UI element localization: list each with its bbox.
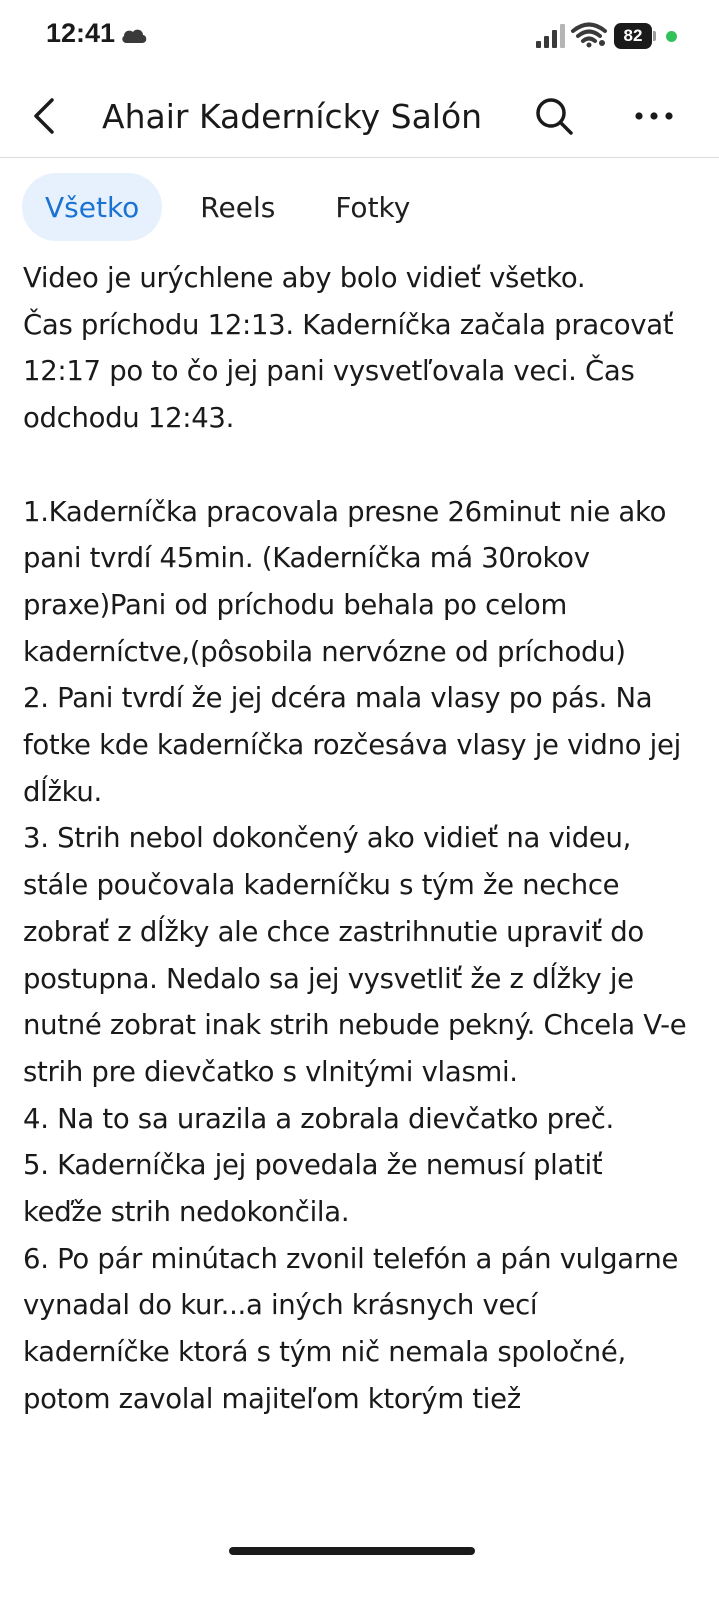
tab-reels[interactable]: Reels xyxy=(200,190,276,224)
more-options-icon[interactable] xyxy=(632,104,676,128)
battery-level: 82 xyxy=(623,26,643,45)
tab-photos[interactable]: Fotky xyxy=(335,190,411,224)
home-indicator[interactable] xyxy=(229,1547,475,1555)
signal-icon xyxy=(535,24,565,48)
privacy-indicator-dot xyxy=(666,31,677,42)
back-icon[interactable] xyxy=(28,96,62,136)
battery-icon xyxy=(614,23,658,49)
post-text: Video je urýchlene aby bolo vidieť všetko. Čas príchodu 12:13. Kaderníčka začala pracovať 12:17 po to čo jej pani vysvetľovala veci. Čas odchodu 12:43. 1.Kaderníčka pracovala presne 26minut nie ako pani tvrdí 45min. (Kaderníčka má 30rokov praxe)Pani od príchodu behala po celom kaderníctve,(pôsobila nervózne od príchodu) 2. Pani tvrdí že jej dcéra mala vlasy po pás. Na fotke kde kaderníčka rozčesáva vlasy je vidno jej dĺžku. 3. Strih nebol dokončený ako vidieť na videu, stále poučovala kaderníčku s tým že nechce zobrať z dĺžky ale chce zastrihnutie upraviť do postupna. Nedalo sa jej vysvetliť že z dĺžky je nutné zobrat inak strih nebude pekný. Chcela V-e strih pre dievčatko s vlnitými vlasmi. 4. Na to sa urazila a zobrala dievčatko preč. 5. Kaderníčka jej povedala že nemusí platiť keďže strih nedokončila. 6. Po pár minútach zvonil telefón a pán vulgarne vynadal do kur...a iných krásnych vecí kaderníčke ktorá s tým nič nemala spoločné, potom zavolal majiteľom ktorým tiež xyxy=(23,262,687,1415)
page-title: Ahair Kadernícky Salón xyxy=(102,97,483,136)
battery-tip xyxy=(653,31,656,41)
cloud-icon xyxy=(120,26,148,44)
search-icon[interactable] xyxy=(534,96,574,136)
page-header xyxy=(0,76,719,158)
battery-body xyxy=(614,23,652,49)
status-time: 12:41 xyxy=(46,18,116,48)
tab-all[interactable]: Všetko xyxy=(22,173,162,241)
wifi-icon xyxy=(571,22,607,48)
filter-tabs xyxy=(22,173,410,241)
status-bar xyxy=(0,0,719,76)
